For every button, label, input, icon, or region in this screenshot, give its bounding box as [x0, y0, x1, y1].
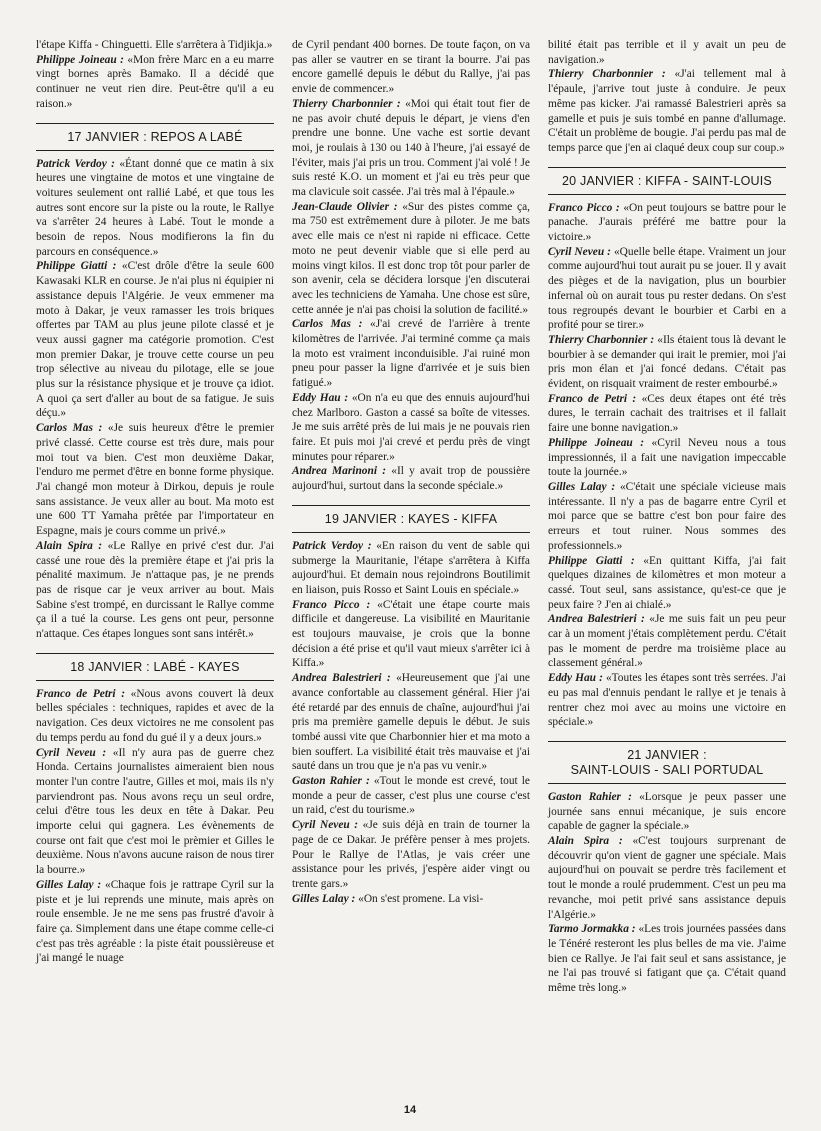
- speaker-name: Alain Spira :: [548, 835, 623, 848]
- speaker-name: Gilles Lalay :: [292, 892, 356, 905]
- quote-paragraph: [548, 333, 786, 392]
- quote-text: «Quelle belle étape. Vraiment un jour comme aujourd'hui tout aurait pu se jouer. Il y avait des pièges et de la navigation, plus un bourbier infernal où on aurait tous pu rester dedans. On s'est tous regroupés devant le bourbier et Carbi en a profité pour se tirer.»: [548, 245, 786, 332]
- quote-paragraph: [548, 201, 786, 245]
- quote-text: «En quittant Kiffa, j'ai fait quelques dizaines de kilomètres et mon moteur a cassé. Tout seul, sans assistance, qu'est-ce que je peux faire ? J'en ai chialé.»: [548, 554, 786, 611]
- speaker-name: Carlos Mas :: [292, 318, 363, 331]
- section-heading-line: 20 JANVIER : KIFFA - SAINT-LOUIS: [562, 173, 772, 188]
- quote-text: «Cyril Neveu nous a tous impressionnés, il a fait une navigation impeccable toute la journée.»: [548, 436, 786, 479]
- speaker-name: Philippe Joineau :: [548, 436, 645, 449]
- page-number: 14: [403, 1104, 417, 1116]
- quote-text: «Chaque fois je rattrape Cyril sur la piste et je lui reprends une minute, mais après on roule ensemble. Je ne me sens pas frustré d'avoir à faire ça. Simplement dans une étape comme celle-ci c'est pas très agréable : la piste était poussièreuse et j'ai mangé le nuage: [36, 878, 274, 965]
- quote-text: de Cyril pendant 400 bornes. De toute façon, on va pas aller se vautrer en se tirant la bourre. J'ai pas encore gamellé depuis le début du Rallye, j'ai pas envie de commencer.»: [292, 39, 530, 96]
- quote-paragraph: [548, 612, 786, 671]
- section-heading-line: 21 JANVIER :: [627, 747, 707, 762]
- quote-text: «Heureusement que j'ai une avance confortable au classement général. Hier j'ai été retardé par des ennuis de chaîne, aujourd'hui j'ai pris ma première gamelle depuis le début. Je suis tombé aussi vite que Charbonnier hier et ma moto a bien souffert. La visibilité était très mauvaise et j'ai sauté dans un trou que je n'a pas vu venir.»: [292, 672, 530, 773]
- quote-paragraph: [292, 539, 530, 598]
- speaker-name: Cyril Neveu :: [36, 746, 107, 759]
- quote-text: «Moi qui était tout fier de ne pas avoir chuté depuis le départ, je viens d'en prendre une bonne. Une vache est sortie devant moi, je roulais à 130 ou 140 à l'heure, j'ai essayé de l'éviter, mais j'ai pris un trou. Comment j'ai volé ! Je suis resté K.O. un moment et j'ai eu très peur que ma clavicule soit cassée. J'ai très mal à l'épaule.»: [292, 97, 530, 199]
- section-heading-line: 18 JANVIER : LABÉ - KAYES: [70, 659, 240, 674]
- speaker-name: Thierry Charbonnier :: [548, 68, 666, 81]
- section-heading-line: 17 JANVIER : REPOS A LABÉ: [67, 129, 243, 144]
- quote-text: «C'est toujours surprenant de découvrir qu'on vient de gagner une spéciale. Mais aujourd'hui on pouvait se perdre très facilement et tout le monde a roulé prudemment. C'est un peu ma revanche, moi petit privé sans assistance depuis l'Algérie.»: [548, 835, 786, 921]
- section-heading-line: SAINT-LOUIS - SALI PORTUDAL: [570, 762, 764, 777]
- speaker-name: Gilles Lalay :: [36, 878, 102, 891]
- quote-text: «Tout le monde est crevé, tout le monde a peur de casser, c'est plus une course c'est un raid, c'est du tourisme.»: [292, 775, 530, 817]
- quote-text: «Nous avons couvert là deux belles spéciales : techniques, rapides et avec de la navigation. Ces deux victoires ne me consolent pas du temps perdu au fond du gué il y a deux jours.»: [36, 687, 274, 744]
- speaker-name: Eddy Hau :: [292, 391, 349, 404]
- quote-paragraph: [292, 818, 530, 892]
- quote-paragraph: [548, 245, 786, 333]
- quote-text: «Mon frère Marc en a eu marre vingt bornes après Bamako. Il a décidé que continuer ne veut rien dire. Peut-être qu'il a eu raison.»: [36, 53, 274, 110]
- quote-text: «Étant donné que ce matin à six heures une vingtaine de motos et une vingtaine de voitures seulement ont rallié Labé, et que tous les autres sont encore sur la piste ou la route, le Rallye va s'arrêter 24 heures à Labé. Tout le monde a besoin de repos. Nous modifierons la fin du parcours en conséquence.»: [36, 157, 274, 258]
- quote-text: «C'est drôle d'être la seule 600 Kawasaki KLR en course. Je n'ai plus ni équipier ni assistance depuis l'Algérie. Je veux emmener ma moto à Dakar, je veux ramasser les trois briques offertes par TAM au plus jeune pilote classé et je veux aussi gagner ma catégorie promotion. C'est mon premier Dakar, je trouve cette course un peu trop sélective au niveau du pilotage, elle se joue plus sur la résistance physique et je trouve ça idiot. A quoi ça sert d'aller au bout de sa fatigue. Je suis déçu.»: [36, 260, 274, 420]
- quote-text: «Sur des pistes comme ça, ma 750 est extrêmement dure à piloter. Je me bats avec elle mais ce n'est ni rapide ni efficace. Cette moto ne peut devenir viable que si elle perd au moins vingt kilos. Il est donc trop tôt pour parler de son avenir, cela se décidera lorsque j'en discuterai avec les techniciens de Yamaha. Une chose est sûre, cette année je n'ai pas choisi la solution de facilité.»: [292, 200, 530, 316]
- text-column-1: [36, 38, 274, 966]
- quote-paragraph: [548, 67, 786, 155]
- speaker-name: Eddy Hau :: [548, 672, 603, 685]
- quote-paragraph: [548, 38, 786, 67]
- quote-paragraph: [36, 746, 274, 878]
- quote-paragraph: [292, 200, 530, 318]
- speaker-name: Carlos Mas :: [36, 422, 103, 435]
- quote-paragraph: [548, 671, 786, 730]
- speaker-name: Andrea Balestrieri :: [548, 613, 645, 626]
- text-column-3: [548, 38, 786, 996]
- speaker-name: Patrick Verdoy :: [292, 539, 372, 552]
- quote-paragraph: [292, 391, 530, 465]
- quote-text: bilité était pas terrible et il y avait un peu de navigation.»: [548, 39, 786, 66]
- speaker-name: Philippe Joineau :: [36, 53, 124, 66]
- quote-paragraph: [548, 436, 786, 480]
- speaker-name: Cyril Neveu :: [292, 819, 359, 832]
- quote-paragraph: [292, 671, 530, 774]
- speaker-name: Thierry Charbonnier :: [548, 333, 655, 346]
- section-heading: [36, 123, 274, 151]
- quote-paragraph: [36, 687, 274, 746]
- quote-text: «Je suis déjà en train de tourner la page de ce Dakar. Je préfère penser à mes projets. Pour le Rallye de l'Atlas, je vais créer une assistance pour les privés, j'espère aider vingt ou trente gars.»: [292, 819, 530, 890]
- quote-paragraph: [292, 464, 530, 493]
- speaker-name: Franco Picco :: [292, 598, 371, 611]
- speaker-name: Franco de Petri :: [36, 687, 126, 700]
- text-column-2: [292, 38, 530, 906]
- quote-paragraph: [548, 480, 786, 554]
- quote-paragraph: [36, 539, 274, 642]
- quote-text: «J'ai tellement mal à l'épaule, j'arrive tout juste à conduire. Je peux même pas kicker. J'ai ramassé Balestrieri après sa gamelle et puis je suis tombé en panne d'allumage. C'était un problème de bougie. J'ai perdu pas mal de temps parce que j'en ai claqué deux coup sur coup.»: [548, 68, 786, 154]
- quote-text: «J'ai crevé de l'arrière à trente kilomètres de l'arrivée. J'ai terminé comme ça mais la moto est vraiment inconduisible. J'ai ruiné mon pneu pour passer la ligne d'arrivée et je suis bien fatigué.»: [292, 318, 530, 390]
- quote-paragraph: [292, 598, 530, 672]
- quote-paragraph: [36, 421, 274, 539]
- quote-paragraph: [36, 157, 274, 260]
- quote-text: «Lorsque je peux passer une journée sans ennui mécanique, je suis encore capable de gagner la spéciale.»: [548, 790, 786, 833]
- quote-text: «Ces deux étapes ont été très dures, le terrain cachait des traitrises et il fallait faire une bonne navigation.»: [548, 392, 786, 435]
- section-heading: [36, 653, 274, 681]
- quote-paragraph: [292, 774, 530, 818]
- quote-text: «Le Rallye en privé c'est dur. J'ai cassé une roue dès la première étape et j'ai pris la pénalité maximum. Je n'attaque pas, je ne prends pas de risque car je veux arriver au bout. Mais Sabine s'est trompé, en durcissant le Rallye comme ça il a tué la course. Les gens ont peur, personne n'attaque. Ces étapes longues sont sans intérêt.»: [36, 539, 274, 641]
- speaker-name: Alain Spira :: [36, 539, 103, 552]
- speaker-name: Philippe Giatti :: [36, 260, 117, 273]
- speaker-name: Thierry Charbonnier :: [292, 97, 401, 110]
- quote-text: «En raison du vent de sable qui submerge la Mauritanie, l'étape s'arrêtera à Kiffa aujourd'hui. Et demain nous rejoindrons Boutilimit en liaison, puis Rosso et Saint Louis en spéciale.»: [292, 539, 530, 596]
- speaker-name: Franco de Petri :: [548, 392, 637, 405]
- speaker-name: Gilles Lalay :: [548, 480, 616, 493]
- quote-paragraph: [36, 53, 274, 112]
- quote-paragraph: [36, 259, 274, 421]
- section-heading: [548, 741, 786, 784]
- speaker-name: Andrea Balestrieri :: [292, 672, 391, 685]
- quote-text: «C'était une étape courte mais difficile et dangereuse. La visibilité en Mauritanie est toujours mauvaise, je crois que la bonne décision a été prise et qu'il vaut mieux s'arrêter ici à Kiffa.»: [292, 598, 530, 670]
- quote-text: «Je suis heureux d'être le premier privé classé. Cette course est très dure, mais pour moi tout va bien. C'est mon deuxième Dakar, l'enduro me permet d'être en bonne forme physique. J'ai changé mon moteur à Dirkou, depuis je roule sans assistance. Je veux aller au bout. Ma moto est une 600 TT Yamaha prêtée par l'importateur en Espagne, mais je cours comme un privé.»: [36, 422, 274, 538]
- speaker-name: Franco Picco :: [548, 201, 620, 214]
- quote-paragraph: [292, 317, 530, 391]
- section-heading-line: 19 JANVIER : KAYES - KIFFA: [324, 511, 498, 526]
- quote-paragraph: [548, 922, 786, 996]
- quote-text: l'étape Kiffa - Chinguetti. Elle s'arrêtera à Tidjikja.»: [36, 39, 273, 51]
- quote-text: «On s'est promene. La visi-: [358, 892, 484, 905]
- quote-paragraph: [548, 790, 786, 834]
- quote-text: «Il y avait trop de poussière aujourd'hui, surtout dans la seconde spéciale.»: [292, 465, 530, 493]
- quote-text: «Je me suis fait un peu peur car à un moment j'étais complètement perdu. C'était pas le moment de perdre ma troisième place au classement général.»: [548, 613, 786, 670]
- quote-text: «Les trois journées passées dans le Ténéré resteront les plus belles de ma vie. J'aime bien ce Rallye. Je l'ai fait seul et sans assistance, je ne l'ai pas trouvé si fatigant que ça. C'était quand même très long.»: [548, 923, 786, 995]
- quote-paragraph: [292, 38, 530, 97]
- quote-paragraph: [292, 892, 530, 907]
- section-heading: [548, 167, 786, 195]
- quote-paragraph: [36, 38, 274, 53]
- speaker-name: Gaston Rahier :: [292, 775, 370, 788]
- quote-paragraph: [548, 554, 786, 613]
- quote-text: «Il n'y aura pas de guerre chez Honda. Certains journalistes aimeraient bien nous monter l'un contre l'autre, Gilles et moi, mais ils n'y parviendront pas. Nous avons reçu un seul ordre, celui d'être tous les deux en tête à Dakar. Peu importe celui qui gagnera. Les évènements de course ont fait que c'est moi le prèmier et Gilles le deuxième. Nous n'avons aucune raison de nous tirer la bourre.»: [36, 746, 274, 877]
- speaker-name: Andrea Marinoni :: [292, 465, 387, 478]
- quote-text: «On n'a eu que des ennuis aujourd'hui chez Marlboro. Gaston a cassé sa boîte de vitesses. Je me suis arrêté près de lui mais je ne pouvais rien faire. Et puis moi j'ai crevé et perdu près de vingt minutes pour réparer.»: [292, 391, 530, 463]
- quote-text: «Ils étaient tous là devant le bourbier à se demander qui irait le premier, moi j'ai pris mon élan et j'ai foncé dedans. C'était pas évident, on risquait vraiment de rester embourbé.»: [548, 333, 786, 391]
- speaker-name: Gaston Rahier :: [548, 790, 632, 803]
- speaker-name: Jean-Claude Olivier :: [292, 200, 398, 213]
- quote-text: «Toutes les étapes sont très serrées. J'ai eu pas mal d'ennuis pendant le rallye et je tenais à rentrer chez moi avec au moins une victoire en spéciale.»: [548, 672, 786, 729]
- speaker-name: Philippe Giatti :: [548, 554, 635, 567]
- speaker-name: Tarmo Jormakka :: [548, 923, 636, 936]
- quote-text: «C'était une spéciale vicieuse mais intéressante. Il n'y a pas de bagarre entre Cyril et moi parce que se battre c'est bon pour faire des erreurs et tout ruiner. Nous sommes des professionnels.»: [548, 480, 786, 552]
- quote-paragraph: [548, 834, 786, 922]
- quote-text: «On peut toujours se battre pour le panache. J'aurais préféré me battre pour la victoire.»: [548, 201, 787, 244]
- quote-paragraph: [548, 392, 786, 436]
- section-heading: [292, 505, 530, 533]
- speaker-name: Patrick Verdoy :: [36, 157, 115, 170]
- quote-paragraph: [292, 97, 530, 200]
- quote-paragraph: [36, 878, 274, 966]
- speaker-name: Cyril Neveu :: [548, 245, 611, 258]
